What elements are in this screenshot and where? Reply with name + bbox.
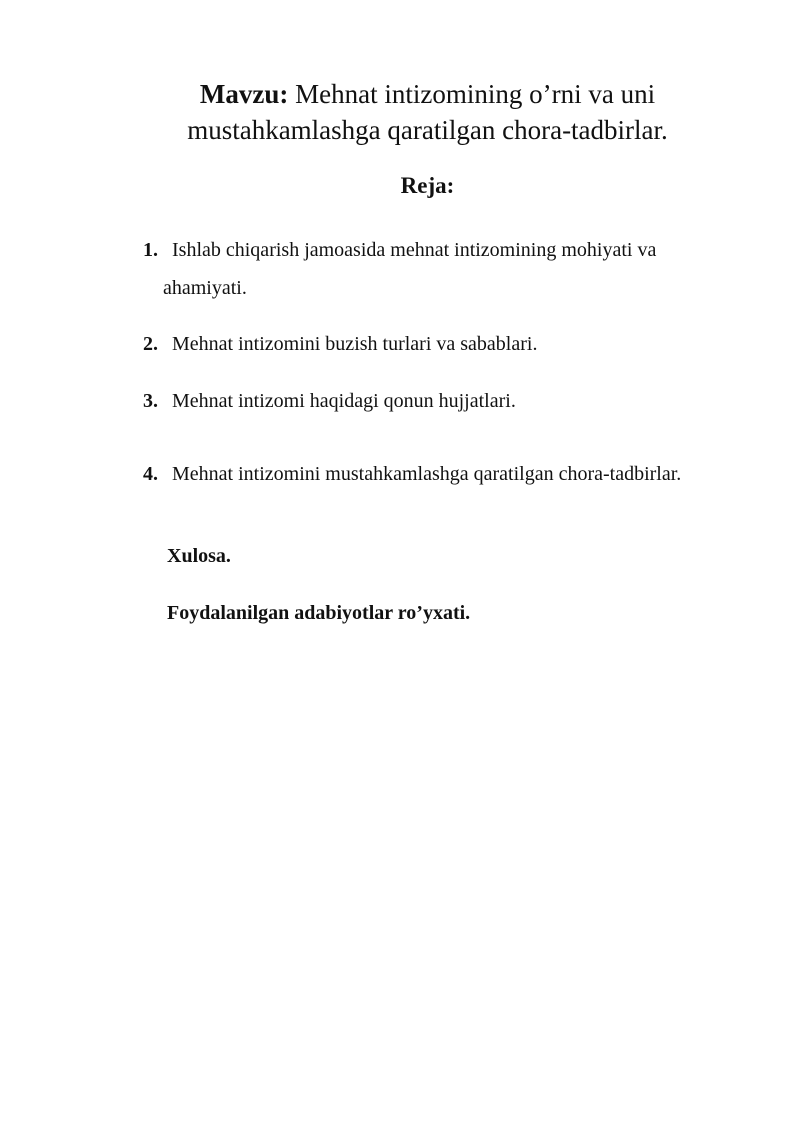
plan-item-1 — [143, 231, 743, 307]
plan-item-number: 2. — [143, 333, 158, 355]
plan-item-text: Mehnat intizomini mustahkamlashga qaratilgan chora-tadbirlar. — [172, 463, 682, 485]
plan-item-3 — [143, 382, 743, 420]
plan-item-2 — [143, 325, 743, 363]
plan-item-number: 1. — [143, 239, 158, 261]
plan-item-text-continuation: ahamiyati. — [163, 277, 247, 299]
references-heading: Foydalanilgan adabiyotlar ro’yxati. — [167, 602, 471, 624]
conclusion-heading: Xulosa. — [167, 545, 231, 567]
plan-item-4 — [143, 455, 743, 493]
plan-item-text: Mehnat intizomini buzish turlari va sabablari. — [172, 333, 538, 355]
plan-item-number: 3. — [143, 390, 158, 412]
topic-title — [110, 76, 745, 148]
plan-item-text: Ishlab chiqarish jamoasida mehnat intizomining mohiyati va — [172, 239, 657, 261]
topic-text: Mehnat intizomining o’rni va uni mustahkamlashga qaratilgan chora-tadbirlar. — [187, 79, 668, 145]
plan-heading: Reja: — [400, 173, 455, 198]
plan-item-number: 4. — [143, 463, 158, 485]
topic-label: Mavzu: — [199, 79, 289, 109]
plan-item-text: Mehnat intizomi haqidagi qonun hujjatlari. — [172, 390, 516, 412]
